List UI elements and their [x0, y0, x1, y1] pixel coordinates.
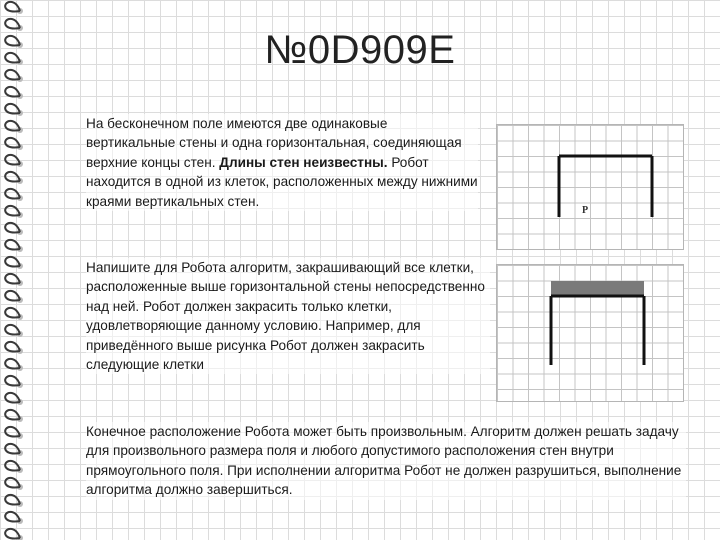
figure-walls-with-robot	[496, 124, 684, 250]
figure-painted-cells	[496, 264, 684, 402]
painted-diagram	[497, 265, 683, 401]
problem-statement-paragraph	[86, 114, 478, 211]
statement-text-end: Робот находится в одной из клеток, расположенных между нижними краями вертикальных стен.	[86, 154, 478, 209]
notebook-spiral-binding	[0, 0, 30, 540]
task-paragraph: Напишите для Робота алгоритм, закрашивающий все клетки, расположенные выше горизонтальной стены непосредственно над ней. Робот должен закрасить только клетки, удовлетворяющие данному условию. Например, для приведённого выше рисунка Робот должен закрасить следующие клетки	[86, 258, 490, 374]
statement-text-start: На бесконечном поле имеются две одинаковые вертикальные стены и одна горизонтальная, соединяющая верхние концы стен.	[86, 116, 462, 170]
walls	[559, 156, 652, 217]
painted-cells	[551, 281, 644, 296]
walls-diagram	[497, 125, 683, 249]
walls	[551, 296, 644, 365]
page-title: №0D909E	[264, 28, 456, 72]
robot-marker: Р	[582, 205, 589, 216]
statement-bold-text: Длины стен неизвестны.	[219, 154, 388, 170]
conditions-paragraph: Конечное расположение Робота может быть произвольным. Алгоритм должен решать задачу для произвольного размера поля и любого допустимого расположения стен внутри прямоугольного поля. При исполнении алгоритма Робот не должен разрушиться, выполнение алгоритма должно завершиться.	[86, 422, 686, 500]
